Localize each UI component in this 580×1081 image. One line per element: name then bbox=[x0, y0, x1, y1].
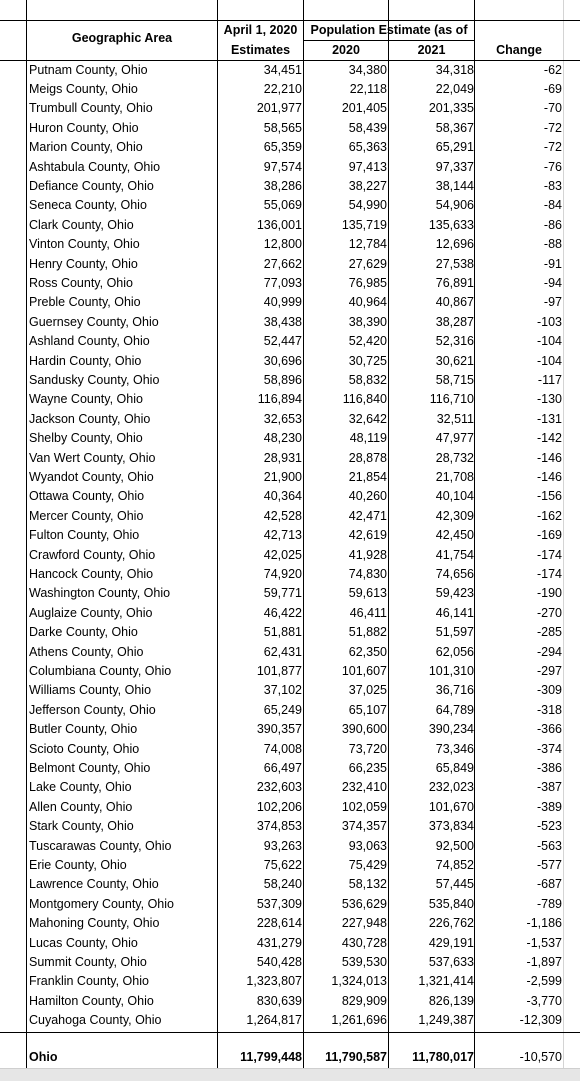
cell-april-estimate: 32,653 bbox=[263, 411, 302, 426]
window-bottom-bar bbox=[0, 1068, 580, 1081]
cell-april-estimate: 74,008 bbox=[263, 741, 302, 756]
cell-april-estimate: 12,800 bbox=[263, 237, 302, 252]
cell-area: Crawford County, Ohio bbox=[29, 547, 156, 562]
grid-line bbox=[388, 0, 389, 1068]
cell-change: -72 bbox=[543, 140, 562, 155]
cell-april-estimate: 42,025 bbox=[263, 547, 302, 562]
cell-april-estimate: 74,920 bbox=[263, 566, 302, 581]
cell-2021: 65,291 bbox=[435, 140, 474, 155]
cell-april-estimate: 201,977 bbox=[256, 101, 302, 116]
cell-area: Ashland County, Ohio bbox=[29, 334, 150, 349]
cell-area: Putnam County, Ohio bbox=[29, 62, 148, 77]
cell-2021: 27,538 bbox=[435, 256, 474, 271]
cell-change: -577 bbox=[536, 857, 562, 872]
cell-area: Erie County, Ohio bbox=[29, 857, 127, 872]
cell-april-estimate: 1,323,807 bbox=[246, 974, 302, 989]
cell-april-estimate: 37,102 bbox=[263, 683, 302, 698]
cell-change: -69 bbox=[543, 81, 562, 96]
grid-line bbox=[0, 20, 580, 21]
cell-change: -1,537 bbox=[526, 935, 562, 950]
cell-2020: 62,350 bbox=[348, 644, 387, 659]
cell-change: -88 bbox=[543, 237, 562, 252]
grid-line bbox=[217, 0, 218, 1068]
cell-area: Hamilton County, Ohio bbox=[29, 993, 154, 1008]
total-area: Ohio bbox=[29, 1050, 58, 1064]
cell-april-estimate: 537,309 bbox=[256, 896, 302, 911]
cell-2020: 58,132 bbox=[348, 877, 387, 892]
cell-2020: 1,324,013 bbox=[331, 974, 387, 989]
cell-change: -62 bbox=[543, 62, 562, 77]
cell-2020: 536,629 bbox=[341, 896, 387, 911]
cell-april-estimate: 102,206 bbox=[256, 799, 302, 814]
cell-area: Lake County, Ohio bbox=[29, 780, 132, 795]
cell-2021: 1,321,414 bbox=[418, 974, 474, 989]
cell-2021: 390,234 bbox=[428, 722, 474, 737]
cell-change: -270 bbox=[536, 605, 562, 620]
cell-2021: 226,762 bbox=[428, 916, 474, 931]
cell-2021: 21,708 bbox=[435, 469, 474, 484]
cell-2021: 40,867 bbox=[435, 295, 474, 310]
cell-april-estimate: 27,662 bbox=[263, 256, 302, 271]
cell-change: -523 bbox=[536, 819, 562, 834]
cell-2020: 40,964 bbox=[348, 295, 387, 310]
cell-2020: 40,260 bbox=[348, 489, 387, 504]
cell-april-estimate: 65,249 bbox=[263, 702, 302, 717]
cell-2021: 101,670 bbox=[428, 799, 474, 814]
cell-change: -297 bbox=[536, 663, 562, 678]
grid-line bbox=[474, 0, 475, 1068]
cell-2020: 201,405 bbox=[341, 101, 387, 116]
cell-change: -294 bbox=[536, 644, 562, 659]
cell-2021: 47,977 bbox=[435, 431, 474, 446]
cell-change: -1,897 bbox=[526, 954, 562, 969]
cell-area: Ross County, Ohio bbox=[29, 275, 133, 290]
cell-april-estimate: 232,603 bbox=[256, 780, 302, 795]
cell-2021: 92,500 bbox=[435, 838, 474, 853]
cell-april-estimate: 34,451 bbox=[263, 62, 302, 77]
cell-2020: 42,471 bbox=[348, 508, 387, 523]
cell-2020: 1,261,696 bbox=[331, 1013, 387, 1028]
cell-2021: 36,716 bbox=[435, 683, 474, 698]
cell-change: -389 bbox=[536, 799, 562, 814]
cell-2021: 52,316 bbox=[435, 334, 474, 349]
cell-2021: 41,754 bbox=[435, 547, 474, 562]
cell-2021: 38,144 bbox=[435, 178, 474, 193]
cell-2021: 32,511 bbox=[436, 411, 474, 426]
cell-change: -146 bbox=[536, 450, 562, 465]
cell-change: -2,599 bbox=[526, 974, 562, 989]
cell-change: -1,186 bbox=[526, 916, 562, 931]
cell-2021: 535,840 bbox=[428, 896, 474, 911]
cell-april-estimate: 42,528 bbox=[263, 508, 302, 523]
cell-area: Franklin County, Ohio bbox=[29, 974, 149, 989]
cell-april-estimate: 540,428 bbox=[256, 954, 302, 969]
cell-2020: 59,613 bbox=[348, 586, 387, 601]
cell-2021: 59,423 bbox=[435, 586, 474, 601]
cell-2020: 227,948 bbox=[341, 916, 387, 931]
cell-change: -162 bbox=[536, 508, 562, 523]
grid-line bbox=[303, 40, 474, 41]
cell-april-estimate: 830,639 bbox=[256, 993, 302, 1008]
cell-area: Wayne County, Ohio bbox=[29, 392, 143, 407]
grid-line bbox=[563, 0, 564, 1068]
cell-2020: 21,854 bbox=[348, 469, 387, 484]
cell-area: Marion County, Ohio bbox=[29, 140, 143, 155]
cell-2020: 390,600 bbox=[341, 722, 387, 737]
cell-april-estimate: 48,230 bbox=[263, 431, 302, 446]
cell-area: Jefferson County, Ohio bbox=[29, 702, 156, 717]
header-estimates: Estimates bbox=[230, 43, 291, 57]
cell-change: -104 bbox=[536, 334, 562, 349]
cell-april-estimate: 59,771 bbox=[263, 586, 302, 601]
cell-change: -563 bbox=[536, 838, 562, 853]
cell-april-estimate: 22,210 bbox=[263, 81, 302, 96]
header-geographic-area: Geographic Area bbox=[71, 31, 173, 45]
cell-change: -117 bbox=[537, 372, 562, 387]
cell-2020: 48,119 bbox=[349, 431, 387, 446]
cell-april-estimate: 42,713 bbox=[263, 528, 302, 543]
cell-2020: 93,063 bbox=[348, 838, 387, 853]
header-april-2020: April 1, 2020 bbox=[223, 23, 298, 37]
cell-change: -374 bbox=[536, 741, 562, 756]
cell-change: -12,309 bbox=[519, 1013, 562, 1028]
cell-area: Meigs County, Ohio bbox=[29, 81, 138, 96]
cell-2021: 54,906 bbox=[435, 198, 474, 213]
cell-2021: 58,715 bbox=[435, 372, 474, 387]
cell-april-estimate: 101,877 bbox=[256, 663, 302, 678]
cell-2021: 38,287 bbox=[435, 314, 474, 329]
cell-area: Fulton County, Ohio bbox=[29, 528, 140, 543]
cell-2020: 102,059 bbox=[341, 799, 387, 814]
cell-april-estimate: 66,497 bbox=[263, 760, 302, 775]
cell-april-estimate: 58,896 bbox=[263, 372, 302, 387]
cell-area: Ottawa County, Ohio bbox=[29, 489, 145, 504]
cell-2020: 75,429 bbox=[348, 857, 387, 872]
cell-april-estimate: 58,240 bbox=[263, 877, 302, 892]
cell-2020: 32,642 bbox=[348, 411, 387, 426]
total-2020: 11,790,587 bbox=[325, 1050, 387, 1064]
cell-april-estimate: 390,357 bbox=[256, 722, 302, 737]
cell-change: -789 bbox=[536, 896, 562, 911]
cell-2020: 539,530 bbox=[341, 954, 387, 969]
cell-2021: 232,023 bbox=[428, 780, 474, 795]
cell-2020: 65,363 bbox=[348, 140, 387, 155]
cell-area: Seneca County, Ohio bbox=[29, 198, 147, 213]
cell-change: -3,770 bbox=[526, 993, 562, 1008]
cell-change: -156 bbox=[536, 489, 562, 504]
cell-area: Montgomery County, Ohio bbox=[29, 896, 174, 911]
cell-2020: 12,784 bbox=[348, 237, 387, 252]
cell-april-estimate: 77,093 bbox=[263, 275, 302, 290]
total-estimates: 11,799,448 bbox=[240, 1050, 302, 1064]
cell-2021: 1,249,387 bbox=[418, 1013, 474, 1028]
cell-area: Hancock County, Ohio bbox=[29, 566, 154, 581]
cell-change: -366 bbox=[536, 722, 562, 737]
cell-2020: 41,928 bbox=[348, 547, 387, 562]
cell-2021: 42,450 bbox=[435, 528, 474, 543]
cell-2021: 373,834 bbox=[428, 819, 474, 834]
cell-2021: 76,891 bbox=[435, 275, 474, 290]
cell-2020: 46,411 bbox=[349, 605, 387, 620]
cell-april-estimate: 374,853 bbox=[256, 819, 302, 834]
cell-change: -103 bbox=[536, 314, 562, 329]
cell-area: Butler County, Ohio bbox=[29, 722, 138, 737]
cell-change: -387 bbox=[536, 780, 562, 795]
cell-area: Mahoning County, Ohio bbox=[29, 916, 160, 931]
cell-change: -91 bbox=[543, 256, 562, 271]
cell-april-estimate: 1,264,817 bbox=[246, 1013, 302, 1028]
cell-2020: 30,725 bbox=[348, 353, 387, 368]
grid-line bbox=[0, 1032, 580, 1033]
cell-2021: 101,310 bbox=[428, 663, 474, 678]
grid-line bbox=[26, 0, 27, 1068]
cell-2020: 54,990 bbox=[348, 198, 387, 213]
cell-2020: 116,840 bbox=[342, 392, 387, 407]
cell-2021: 64,789 bbox=[435, 702, 474, 717]
cell-april-estimate: 55,069 bbox=[263, 198, 302, 213]
cell-2021: 116,710 bbox=[429, 392, 474, 407]
cell-2021: 30,621 bbox=[435, 353, 474, 368]
cell-2020: 97,413 bbox=[348, 159, 387, 174]
cell-2021: 97,337 bbox=[435, 159, 474, 174]
total-change: -10,570 bbox=[519, 1050, 562, 1064]
cell-area: Clark County, Ohio bbox=[29, 217, 134, 232]
cell-april-estimate: 116,894 bbox=[257, 392, 302, 407]
total-2021: 11,780,017 bbox=[412, 1050, 474, 1064]
cell-area: Preble County, Ohio bbox=[29, 295, 141, 310]
cell-change: -72 bbox=[543, 120, 562, 135]
cell-2020: 374,357 bbox=[341, 819, 387, 834]
cell-change: -146 bbox=[536, 469, 562, 484]
cell-2020: 27,629 bbox=[348, 256, 387, 271]
cell-change: -687 bbox=[536, 877, 562, 892]
cell-april-estimate: 62,431 bbox=[263, 644, 302, 659]
cell-april-estimate: 93,263 bbox=[263, 838, 302, 853]
cell-area: Tuscarawas County, Ohio bbox=[29, 838, 172, 853]
cell-area: Ashtabula County, Ohio bbox=[29, 159, 161, 174]
cell-2020: 38,390 bbox=[348, 314, 387, 329]
cell-2020: 135,719 bbox=[341, 217, 387, 232]
cell-area: Athens County, Ohio bbox=[29, 644, 144, 659]
cell-area: Jackson County, Ohio bbox=[29, 411, 151, 426]
cell-2020: 34,380 bbox=[348, 62, 387, 77]
cell-2021: 62,056 bbox=[435, 644, 474, 659]
cell-2021: 42,309 bbox=[435, 508, 474, 523]
cell-2021: 51,597 bbox=[435, 625, 474, 640]
cell-change: -174 bbox=[536, 547, 562, 562]
cell-2020: 38,227 bbox=[348, 178, 387, 193]
cell-area: Belmont County, Ohio bbox=[29, 760, 151, 775]
cell-2020: 66,235 bbox=[348, 760, 387, 775]
cell-change: -83 bbox=[543, 178, 562, 193]
cell-2021: 65,849 bbox=[435, 760, 474, 775]
cell-area: Huron County, Ohio bbox=[29, 120, 139, 135]
cell-2020: 37,025 bbox=[348, 683, 387, 698]
cell-2020: 28,878 bbox=[348, 450, 387, 465]
cell-change: -131 bbox=[536, 411, 562, 426]
cell-2021: 826,139 bbox=[428, 993, 474, 1008]
cell-2020: 58,439 bbox=[348, 120, 387, 135]
cell-2021: 201,335 bbox=[428, 101, 474, 116]
cell-2021: 22,049 bbox=[435, 81, 474, 96]
cell-area: Defiance County, Ohio bbox=[29, 178, 154, 193]
cell-2021: 135,633 bbox=[428, 217, 474, 232]
cell-area: Hardin County, Ohio bbox=[29, 353, 142, 368]
cell-2020: 51,882 bbox=[348, 625, 387, 640]
cell-area: Guernsey County, Ohio bbox=[29, 314, 159, 329]
cell-april-estimate: 40,999 bbox=[263, 295, 302, 310]
cell-area: Vinton County, Ohio bbox=[29, 237, 140, 252]
cell-area: Mercer County, Ohio bbox=[29, 508, 144, 523]
cell-area: Lawrence County, Ohio bbox=[29, 877, 159, 892]
cell-april-estimate: 28,931 bbox=[263, 450, 302, 465]
cell-2020: 58,832 bbox=[348, 372, 387, 387]
cell-area: Williams County, Ohio bbox=[29, 683, 152, 698]
cell-change: -386 bbox=[536, 760, 562, 775]
cell-change: -142 bbox=[536, 431, 562, 446]
cell-2020: 232,410 bbox=[341, 780, 387, 795]
cell-area: Sandusky County, Ohio bbox=[29, 372, 160, 387]
cell-april-estimate: 40,364 bbox=[263, 489, 302, 504]
cell-2020: 829,909 bbox=[341, 993, 387, 1008]
cell-area: Henry County, Ohio bbox=[29, 256, 138, 271]
cell-2021: 46,141 bbox=[435, 605, 474, 620]
cell-2021: 537,633 bbox=[428, 954, 474, 969]
cell-area: Allen County, Ohio bbox=[29, 799, 133, 814]
cell-2021: 28,732 bbox=[435, 450, 474, 465]
cell-2020: 42,619 bbox=[348, 528, 387, 543]
cell-area: Shelby County, Ohio bbox=[29, 431, 143, 446]
header-population-estimate: Population Estimate (as of bbox=[310, 23, 468, 37]
grid-line bbox=[303, 0, 304, 1068]
cell-change: -318 bbox=[536, 702, 562, 717]
cell-2021: 73,346 bbox=[435, 741, 474, 756]
cell-area: Darke County, Ohio bbox=[29, 625, 138, 640]
header-change: Change bbox=[496, 43, 542, 57]
cell-change: -84 bbox=[543, 198, 562, 213]
cell-2021: 74,656 bbox=[435, 566, 474, 581]
cell-change: -86 bbox=[543, 217, 562, 232]
cell-2021: 12,696 bbox=[435, 237, 474, 252]
cell-april-estimate: 46,422 bbox=[263, 605, 302, 620]
cell-april-estimate: 228,614 bbox=[256, 916, 302, 931]
cell-april-estimate: 30,696 bbox=[263, 353, 302, 368]
cell-2020: 73,720 bbox=[348, 741, 387, 756]
cell-change: -285 bbox=[536, 625, 562, 640]
header-2021: 2021 bbox=[417, 43, 446, 57]
cell-april-estimate: 21,900 bbox=[263, 469, 302, 484]
cell-2021: 57,445 bbox=[435, 877, 474, 892]
cell-change: -174 bbox=[536, 566, 562, 581]
cell-april-estimate: 136,001 bbox=[256, 217, 302, 232]
cell-2020: 22,118 bbox=[349, 81, 387, 96]
cell-change: -130 bbox=[536, 392, 562, 407]
cell-change: -309 bbox=[536, 683, 562, 698]
cell-area: Washington County, Ohio bbox=[29, 586, 171, 601]
header-2020: 2020 bbox=[332, 43, 360, 57]
cell-april-estimate: 38,286 bbox=[263, 178, 302, 193]
cell-area: Columbiana County, Ohio bbox=[29, 663, 172, 678]
cell-april-estimate: 51,881 bbox=[263, 625, 302, 640]
cell-area: Trumbull County, Ohio bbox=[29, 101, 153, 116]
cell-2020: 101,607 bbox=[341, 663, 387, 678]
cell-area: Lucas County, Ohio bbox=[29, 935, 138, 950]
cell-2020: 430,728 bbox=[341, 935, 387, 950]
cell-april-estimate: 431,279 bbox=[256, 935, 302, 950]
cell-2020: 76,985 bbox=[348, 275, 387, 290]
cell-2020: 65,107 bbox=[348, 702, 387, 717]
cell-change: -169 bbox=[536, 528, 562, 543]
cell-change: -97 bbox=[543, 295, 562, 310]
cell-area: Summit County, Ohio bbox=[29, 954, 147, 969]
cell-change: -94 bbox=[543, 275, 562, 290]
cell-2021: 429,191 bbox=[428, 935, 474, 950]
cell-april-estimate: 65,359 bbox=[263, 140, 302, 155]
cell-april-estimate: 38,438 bbox=[263, 314, 302, 329]
cell-change: -70 bbox=[543, 101, 562, 116]
cell-change: -104 bbox=[536, 353, 562, 368]
cell-2021: 58,367 bbox=[435, 120, 474, 135]
cell-area: Wyandot County, Ohio bbox=[29, 469, 154, 484]
cell-april-estimate: 75,622 bbox=[263, 857, 302, 872]
cell-area: Stark County, Ohio bbox=[29, 819, 134, 834]
cell-april-estimate: 52,447 bbox=[263, 334, 302, 349]
cell-area: Van Wert County, Ohio bbox=[29, 450, 156, 465]
cell-2020: 74,830 bbox=[348, 566, 387, 581]
cell-area: Auglaize County, Ohio bbox=[29, 605, 153, 620]
cell-april-estimate: 58,565 bbox=[263, 120, 302, 135]
cell-area: Cuyahoga County, Ohio bbox=[29, 1013, 162, 1028]
cell-2021: 40,104 bbox=[435, 489, 474, 504]
cell-area: Scioto County, Ohio bbox=[29, 741, 140, 756]
cell-change: -190 bbox=[536, 586, 562, 601]
cell-2021: 34,318 bbox=[435, 62, 474, 77]
cell-2021: 74,852 bbox=[435, 857, 474, 872]
cell-change: -76 bbox=[543, 159, 562, 174]
cell-april-estimate: 97,574 bbox=[263, 159, 302, 174]
cell-2020: 52,420 bbox=[348, 334, 387, 349]
